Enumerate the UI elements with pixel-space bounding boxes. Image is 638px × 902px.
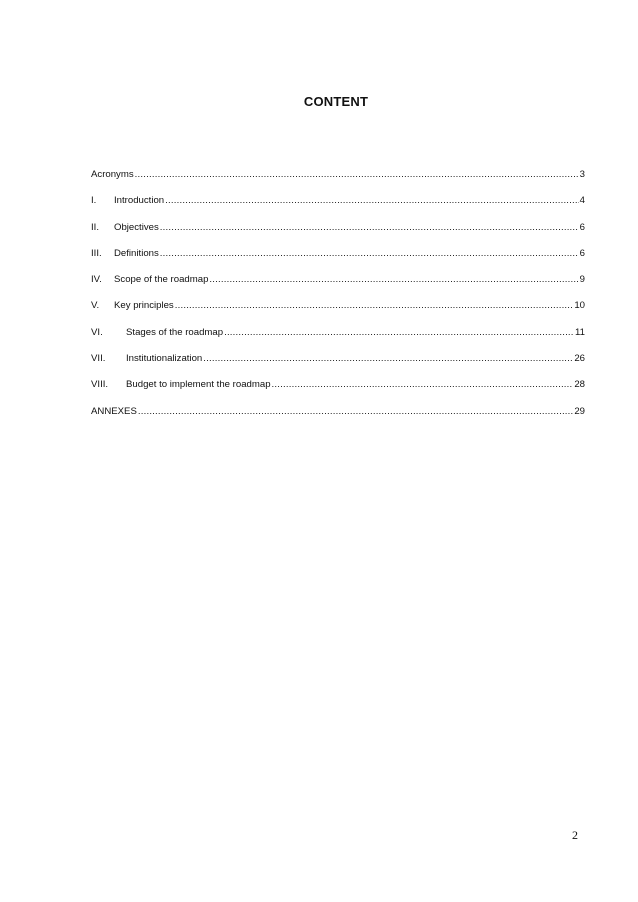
toc-leader-dots xyxy=(160,221,579,234)
toc-entry-number: V. xyxy=(91,300,100,312)
toc-leader-dots xyxy=(203,352,573,365)
toc-entry-number: I. xyxy=(91,195,97,207)
toc-entry-page: 28 xyxy=(574,379,585,391)
toc-entry-key-principles xyxy=(91,299,585,325)
toc-leader-dots xyxy=(160,247,579,260)
toc-entry-stages xyxy=(91,326,585,352)
toc-entry-budget xyxy=(91,378,585,404)
toc-entry-introduction xyxy=(91,194,585,220)
toc-entry-number: VI. xyxy=(91,326,103,338)
toc-entry-definitions xyxy=(91,247,585,273)
toc-entry-label: Stages of the roadmap xyxy=(126,326,224,338)
toc-entry-number: IV. xyxy=(91,274,102,286)
toc-entry-page: 10 xyxy=(574,300,585,312)
toc-entry-page: 3 xyxy=(579,169,585,180)
toc-entry-objectives xyxy=(91,221,585,247)
toc-entry-number: VII. xyxy=(91,353,106,365)
toc-entry-number: II. xyxy=(91,221,99,233)
toc-leader-dots xyxy=(224,326,574,339)
toc-leader-dots xyxy=(138,405,573,418)
toc-entry-label: Key principles xyxy=(114,300,174,312)
toc-entry-label: Acronyms xyxy=(91,169,134,180)
toc-entry-page: 11 xyxy=(575,326,585,338)
toc-entry-acronyms xyxy=(91,168,585,194)
toc-entry-label: Introduction xyxy=(114,195,165,207)
page-number: 2 xyxy=(572,828,578,842)
toc-entry-label: Scope of the roadmap xyxy=(114,274,209,286)
toc-leader-dots xyxy=(209,273,578,286)
toc-entry-scope xyxy=(91,273,585,299)
toc-entry-page: 29 xyxy=(574,405,585,417)
toc-leader-dots xyxy=(135,168,579,181)
toc-entry-label: ANNEXES xyxy=(91,405,137,417)
toc-entry-number: III. xyxy=(91,247,102,259)
toc-leader-dots xyxy=(272,378,574,391)
toc-entry-label: Definitions xyxy=(114,247,159,259)
table-of-contents xyxy=(91,168,585,431)
toc-entry-label: Budget to implement the roadmap xyxy=(126,379,271,391)
toc-entry-number: VIII. xyxy=(91,379,109,391)
toc-entry-page: 4 xyxy=(579,195,585,207)
toc-entry-label: Institutionalization xyxy=(126,353,203,365)
toc-entry-page: 6 xyxy=(579,247,585,259)
toc-entry-page: 26 xyxy=(574,353,585,365)
toc-leader-dots xyxy=(165,194,579,207)
toc-entry-label: Objectives xyxy=(114,221,159,233)
toc-entry-page: 6 xyxy=(579,221,585,233)
toc-entry-page: 9 xyxy=(579,274,585,286)
page-title: CONTENT xyxy=(303,94,369,109)
toc-entry-annexes xyxy=(91,405,585,431)
toc-leader-dots xyxy=(175,299,574,312)
toc-entry-institutionalization xyxy=(91,352,585,378)
